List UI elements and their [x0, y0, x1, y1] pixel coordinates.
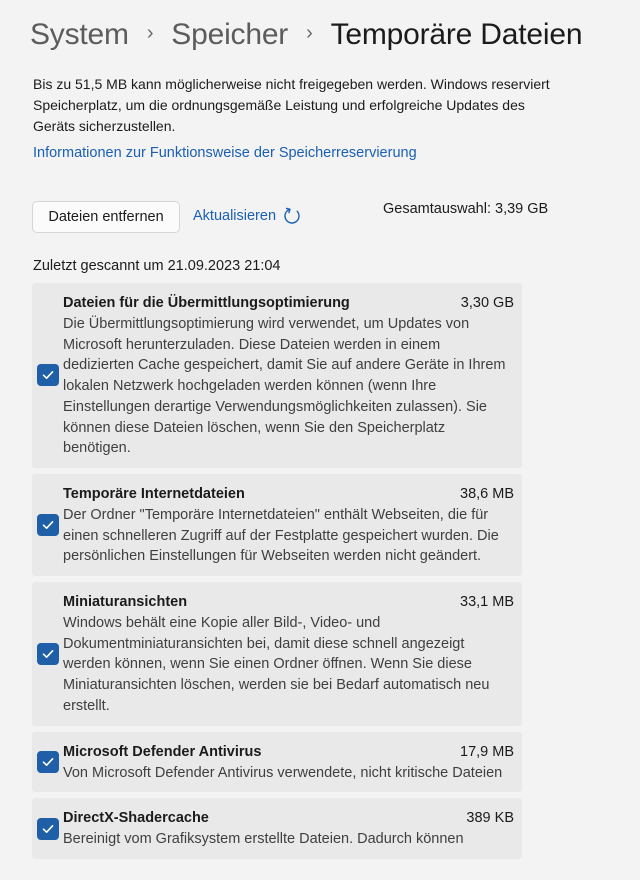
chevron-right-icon: › [146, 21, 154, 44]
checkbox-thumbnails[interactable] [37, 643, 59, 665]
checkmark-icon [41, 755, 55, 769]
storage-reservation-info-link[interactable]: Informationen zur Funktionsweise der Speicherreservierung [33, 145, 417, 161]
breadcrumb [30, 18, 582, 52]
checkbox-defender-antivirus[interactable] [37, 751, 59, 773]
item-description: Windows behält eine Kopie aller Bild-, Video- und Dokumentminiaturansichten bei, damit diese schnell angezeigt werden können, wenn Sie einen Ordner öffnen. Wenn Sie diese Miniaturansichten löschen, werden sie bei Bedarf automatisch neu erstellt. [63, 615, 490, 714]
item-description: Von Microsoft Defender Antivirus verwendete, nicht kritische Dateien [63, 764, 503, 781]
item-size: 33,1 MB [460, 594, 514, 611]
item-description: Bereinigt vom Grafiksystem erstellte Dateien. Dadurch können [63, 831, 464, 848]
remove-files-button[interactable]: Dateien entfernen [32, 201, 180, 233]
item-size: 38,6 MB [460, 485, 514, 502]
temp-files-list [32, 283, 522, 865]
refresh-icon [282, 206, 302, 226]
item-description: Die Übermittlungsoptimierung wird verwendet, um Updates von Microsoft herunterzuladen. Diese Dateien werden in einem dedizierten Cache gespeichert, damit Sie auf andere Geräte in Ihrem lokalen Netzwerk hochgeladen werden können (wenn Ihre Einstellungen derartige Verwendungsmöglichkeiten zulassen). Sie können diese Dateien löschen, wenn Sie den Speicherplatz benötigen. [63, 316, 506, 457]
reservation-info-text: Bis zu 51,5 MB kann möglicherweise nicht freigegeben werden. Windows reserviert Speicherplatz, um die ordnungsgemäße Leistung und erfolgreiche Updates des Geräts sicherzustellen. [33, 76, 550, 134]
checkbox-temp-internet-files[interactable] [37, 514, 59, 536]
checkbox-delivery-optimization[interactable] [37, 364, 59, 386]
checkmark-icon [41, 822, 55, 836]
item-title: DirectX-Shadercache [63, 810, 209, 827]
checkmark-icon [41, 518, 55, 532]
total-selection: Gesamtauswahl: 3,39 GB [383, 201, 549, 217]
chevron-right-icon: › [306, 21, 313, 44]
last-scanned-text: Zuletzt gescannt um 21.09.2023 21:04 [33, 258, 281, 274]
list-item-directx-shader-cache[interactable] [32, 798, 522, 859]
list-item-delivery-optimization[interactable] [32, 283, 522, 468]
breadcrumb-item-system[interactable]: System [30, 18, 129, 51]
checkmark-icon [41, 647, 55, 661]
item-size: 389 KB [466, 810, 514, 827]
list-item-temp-internet-files[interactable] [32, 474, 522, 576]
item-size: 3,30 GB [460, 295, 514, 311]
item-title: Dateien für die Übermittlungsoptimierung [63, 295, 350, 311]
list-item-defender-antivirus[interactable] [32, 732, 522, 793]
checkmark-icon [41, 368, 55, 382]
refresh-button[interactable] [193, 206, 302, 226]
item-title: Temporäre Internetdateien [63, 485, 245, 502]
list-item-thumbnails[interactable] [32, 582, 522, 726]
checkbox-directx-shader-cache[interactable] [37, 818, 59, 840]
refresh-label: Aktualisieren [193, 208, 277, 224]
item-title: Microsoft Defender Antivirus [63, 743, 262, 760]
item-title: Miniaturansichten [63, 594, 188, 611]
item-description: Der Ordner "Temporäre Internetdateien" enthält Webseiten, die für einen schnelleren Zugriff auf der Festplatte gespeichert wurden. Die persönlichen Einstellungen für Webseiten werden nicht geändert. [63, 506, 499, 565]
breadcrumb-item-storage[interactable]: Speicher [171, 18, 289, 51]
page-title: Temporäre Dateien [330, 18, 583, 51]
item-size: 17,9 MB [460, 743, 514, 760]
